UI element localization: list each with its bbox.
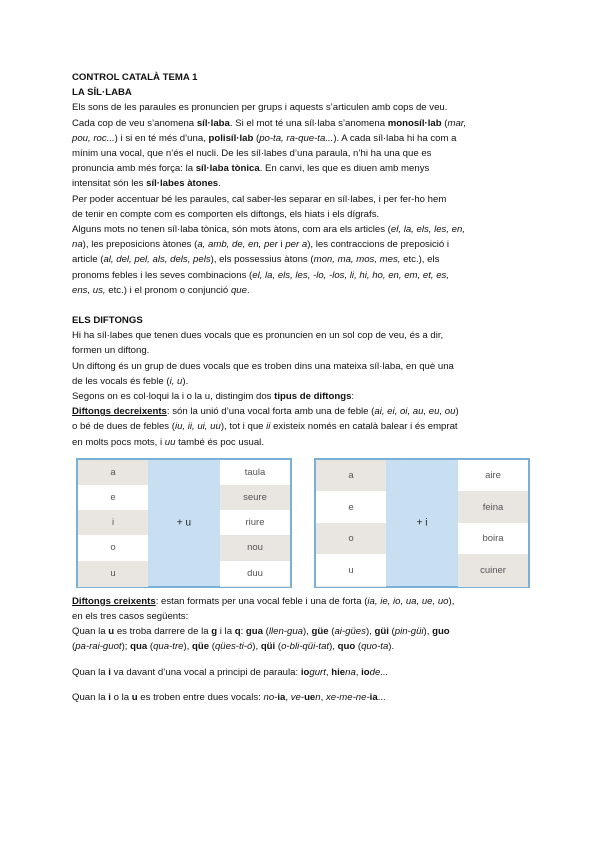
paragraph-entre-vocals bbox=[72, 690, 534, 705]
text-run: xe-me-ne- bbox=[325, 691, 370, 703]
vowel-cell: i bbox=[78, 510, 148, 536]
text-run: : bbox=[351, 391, 355, 403]
vowel-cell: a bbox=[78, 460, 148, 486]
text-run: Quan la bbox=[72, 626, 109, 638]
text-line bbox=[72, 359, 534, 374]
text-run: ( bbox=[209, 641, 215, 653]
text-run: Diftongs decreixents bbox=[72, 406, 167, 418]
section-title-sillaba: LA SÍL·LABA bbox=[72, 87, 132, 99]
text-run: ai, ei, oi, au, eu, ou bbox=[374, 406, 456, 418]
text-run: ve- bbox=[290, 691, 305, 703]
section-sillaba-body bbox=[72, 100, 534, 298]
text-run: ( bbox=[262, 626, 269, 638]
text-run: po-ta, ra-que-ta... bbox=[259, 132, 334, 144]
text-run: a, amb, de, en, per bbox=[197, 239, 278, 251]
text-line bbox=[72, 624, 534, 639]
text-run: qües-ti-ó bbox=[214, 641, 253, 653]
vowel-cell: o bbox=[316, 523, 386, 556]
text-run: ( bbox=[355, 641, 362, 653]
text-run: ii bbox=[266, 421, 271, 433]
text-run: mínim una vocal, que n’és el nucli. De les síl·labes d’una paraula, n’hi ha una que es bbox=[72, 148, 432, 160]
text-run: mon, ma, mos, mes, bbox=[313, 254, 401, 266]
text-run: va davant d’una vocal a principi de paraula: bbox=[110, 666, 301, 678]
text-run: formen un diftong. bbox=[72, 345, 150, 357]
text-run: de les vocals és feble ( bbox=[72, 375, 170, 387]
text-line bbox=[72, 100, 534, 115]
text-run: per a bbox=[285, 239, 308, 251]
word-column bbox=[220, 460, 290, 586]
text-run: ( bbox=[72, 641, 76, 653]
text-run: ( bbox=[147, 641, 154, 653]
text-run: Alguns mots no tenen síl·laba tònica, són mots àtons, com ara els articles ( bbox=[72, 224, 391, 236]
text-line bbox=[72, 268, 534, 283]
text-run: ), bbox=[183, 641, 193, 653]
text-run: de tenir en compte com es comporten els diftongs, els hiats i els dígrafs. bbox=[72, 208, 380, 220]
text-line bbox=[72, 419, 534, 434]
text-run: o bé de dues de febles ( bbox=[72, 421, 175, 433]
text-run: Quan la bbox=[72, 691, 109, 703]
text-run: ). A cada síl·laba hi ha com a bbox=[333, 132, 457, 144]
text-run: tipus de diftongs bbox=[274, 391, 352, 403]
text-run: etc.) i el pronom o conjunció bbox=[105, 284, 231, 296]
text-run: Segons on es col·loqui la i o la u, distingim dos bbox=[72, 391, 275, 403]
text-run: mar, bbox=[447, 117, 467, 129]
text-run: al, del, pel, als, dels, pels bbox=[103, 254, 211, 266]
text-run: en molts pocs mots, i bbox=[72, 436, 165, 448]
text-line bbox=[72, 237, 534, 252]
text-line bbox=[72, 594, 534, 609]
text-run: , bbox=[325, 666, 332, 678]
text-run: i la bbox=[217, 626, 235, 638]
vowel-cell: o bbox=[78, 535, 148, 561]
text-run: güe bbox=[311, 626, 329, 638]
word-cell: boira bbox=[458, 523, 528, 556]
text-run: ). bbox=[388, 641, 395, 653]
word-cell: feina bbox=[458, 491, 528, 524]
text-run: i bbox=[108, 691, 111, 703]
text-run: . bbox=[246, 284, 250, 296]
paragraph-i-principi bbox=[72, 665, 534, 680]
vowel-column bbox=[78, 460, 148, 586]
word-cell: duu bbox=[220, 561, 290, 587]
word-cell: riure bbox=[220, 510, 290, 536]
text-run: ), bbox=[423, 626, 433, 638]
text-line bbox=[72, 161, 534, 176]
text-run: article ( bbox=[72, 254, 104, 266]
text-run: ( bbox=[253, 132, 260, 144]
table-decreixents-i bbox=[314, 458, 530, 588]
text-run: : estan formats per una vocal feble i una de forta ( bbox=[155, 595, 368, 607]
text-run: : bbox=[240, 626, 246, 638]
text-run: . bbox=[218, 178, 221, 190]
document-page bbox=[72, 70, 534, 705]
text-run: o-bli-qüi-tat bbox=[281, 641, 330, 653]
text-run: i, u bbox=[169, 375, 183, 387]
text-run: qüi bbox=[260, 641, 276, 653]
text-run: ( bbox=[388, 626, 395, 638]
text-line bbox=[72, 283, 534, 298]
text-run: ) bbox=[455, 406, 459, 418]
text-run: pa-rai-guot bbox=[75, 641, 122, 653]
text-run: : són la unió d’una vocal forta amb una de feble ( bbox=[166, 406, 375, 418]
text-run: , bbox=[285, 691, 291, 703]
text-run: que bbox=[230, 284, 247, 296]
word-cell: nou bbox=[220, 535, 290, 561]
text-line bbox=[72, 252, 534, 267]
text-run: u bbox=[131, 691, 138, 703]
text-run: i bbox=[108, 666, 111, 678]
text-run: el, la, els, les, -lo, -los, li, hi, ho, en, em, et, es, bbox=[252, 269, 449, 281]
text-run: qua-tre bbox=[153, 641, 184, 653]
text-run: Per poder accentuar bé les paraules, cal saber-les separar en síl·labes, i per fer-ho hem bbox=[72, 193, 447, 205]
word-cell: cuiner bbox=[458, 554, 528, 587]
text-run: ), tot i que bbox=[220, 421, 267, 433]
text-line bbox=[72, 131, 534, 146]
text-run: na bbox=[345, 666, 356, 678]
text-line bbox=[72, 404, 534, 419]
text-run: ... bbox=[377, 691, 386, 703]
vowel-cell: a bbox=[316, 460, 386, 493]
text-run: síl·laba tònica bbox=[195, 163, 260, 175]
vowel-cell: u bbox=[316, 554, 386, 587]
text-run: ), bbox=[252, 641, 261, 653]
text-run: qüe bbox=[192, 641, 210, 653]
text-run: ( bbox=[275, 641, 282, 653]
text-run: també és poc usual. bbox=[175, 436, 264, 448]
text-run: ), els possessius àtons ( bbox=[210, 254, 314, 266]
text-run: u bbox=[108, 626, 115, 638]
text-run: gurt bbox=[309, 666, 326, 678]
text-run: ), les contraccions de preposició i bbox=[307, 239, 450, 251]
text-run: n bbox=[315, 691, 321, 703]
text-run: . Si el mot té una síl·laba s’anomena bbox=[229, 117, 388, 129]
text-run: ai-gües bbox=[334, 626, 366, 638]
word-cell: taula bbox=[220, 460, 290, 486]
text-run: llen-gua bbox=[268, 626, 303, 638]
join-label: + i bbox=[416, 517, 428, 529]
text-run: ( bbox=[441, 117, 448, 129]
text-run: ens, us, bbox=[72, 284, 106, 296]
word-cell: aire bbox=[458, 460, 528, 493]
text-run: na bbox=[72, 239, 83, 251]
text-run: es troba darrere de la bbox=[114, 626, 212, 638]
text-run: o la bbox=[110, 691, 132, 703]
text-run: el, la, els, les, en, bbox=[390, 224, 466, 236]
text-run: existeix només en català balear i és emprat bbox=[270, 421, 458, 433]
text-run: pou, roc... bbox=[72, 132, 115, 144]
table-decreixents-u bbox=[76, 458, 292, 588]
text-run: ); bbox=[121, 641, 131, 653]
text-run: Cada cop de veu s’anomena bbox=[72, 117, 197, 129]
text-run: uu bbox=[164, 436, 176, 448]
join-label: + u bbox=[176, 517, 192, 529]
text-line bbox=[72, 435, 534, 450]
word-cell: seure bbox=[220, 485, 290, 511]
text-run: ), bbox=[329, 641, 338, 653]
section-diftongs-body bbox=[72, 328, 534, 450]
diphthong-tables bbox=[72, 458, 534, 588]
text-line bbox=[72, 176, 534, 191]
text-run: iu, ii, ui, uu bbox=[174, 421, 221, 433]
text-line bbox=[72, 389, 534, 404]
text-run: hie bbox=[331, 666, 346, 678]
join-column bbox=[148, 460, 220, 586]
text-line bbox=[72, 374, 534, 389]
text-run: ), bbox=[365, 626, 375, 638]
text-run: qua bbox=[130, 641, 148, 653]
section-title-diftongs: ELS DIFTONGS bbox=[72, 315, 143, 327]
text-run: ). bbox=[182, 375, 189, 387]
text-line bbox=[72, 609, 534, 624]
text-run: ), bbox=[448, 595, 455, 607]
text-line bbox=[72, 222, 534, 237]
text-run: Diftongs creixents bbox=[72, 595, 156, 607]
text-run: güi bbox=[374, 626, 389, 638]
text-line bbox=[72, 207, 534, 222]
text-line bbox=[72, 690, 534, 705]
text-run: quo bbox=[337, 641, 356, 653]
vowel-cell: e bbox=[316, 491, 386, 524]
join-column bbox=[386, 460, 458, 586]
text-line bbox=[72, 639, 534, 654]
text-line bbox=[72, 116, 534, 131]
text-run: Quan la bbox=[72, 666, 109, 678]
vowel-cell: e bbox=[78, 485, 148, 511]
text-run: ), bbox=[303, 626, 312, 638]
text-run: ), les preposicions àtones ( bbox=[82, 239, 198, 251]
text-run: ue bbox=[304, 691, 316, 703]
text-line bbox=[72, 146, 534, 161]
vowel-cell: u bbox=[78, 561, 148, 587]
text-run: guo bbox=[432, 626, 450, 638]
text-run: pin-güi bbox=[394, 626, 424, 638]
document-title: CONTROL CATALÀ TEMA 1 bbox=[72, 72, 198, 83]
text-run: Un diftong és un grup de dues vocals que es troben dins una mateixa síl·laba, en què una bbox=[72, 360, 454, 372]
text-run: , bbox=[320, 691, 326, 703]
text-run: monosíl·lab bbox=[387, 117, 442, 129]
text-run: Hi ha síl·labes que tenen dues vocals que es pronuncien en un sol cop de veu, és a dir, bbox=[72, 330, 444, 342]
text-run: i bbox=[277, 239, 286, 251]
text-run: etc.), els bbox=[400, 254, 440, 266]
word-column bbox=[458, 460, 528, 586]
text-line bbox=[72, 328, 534, 343]
text-run: . En canvi, les que es diuen amb menys bbox=[259, 163, 430, 175]
text-run: ia bbox=[369, 691, 378, 703]
text-run: es troben entre dues vocals: bbox=[137, 691, 264, 703]
text-run: io bbox=[300, 666, 310, 678]
text-run: pronoms febles i les seves combinacions ( bbox=[72, 269, 253, 281]
text-run: polisíl·lab bbox=[208, 132, 254, 144]
text-run: quo-ta bbox=[361, 641, 389, 653]
text-line bbox=[72, 192, 534, 207]
section-creixents-body bbox=[72, 594, 534, 655]
text-run: io bbox=[361, 666, 370, 678]
text-run: pronuncia amb més força: la bbox=[72, 163, 196, 175]
text-run: intensitat són les bbox=[72, 178, 147, 190]
text-run: Els sons de les paraules es pronuncien per grups i aquests s’articulen amb cops de veu. bbox=[72, 102, 448, 114]
text-run: de... bbox=[369, 666, 389, 678]
text-run: , bbox=[355, 666, 362, 678]
text-run: ) i si en té més d’una, bbox=[114, 132, 209, 144]
text-line bbox=[72, 665, 534, 680]
text-run: ia, ie, io, ua, ue, uo bbox=[367, 595, 449, 607]
text-run: q bbox=[234, 626, 241, 638]
text-run: en els tres casos següents: bbox=[72, 611, 189, 623]
text-line bbox=[72, 343, 534, 358]
text-run: ( bbox=[328, 626, 335, 638]
text-run: no- bbox=[263, 691, 278, 703]
text-run: síl·laba bbox=[196, 117, 230, 129]
text-run: g bbox=[211, 626, 218, 638]
text-run: ia bbox=[277, 691, 286, 703]
text-run: gua bbox=[245, 626, 263, 638]
text-run: síl·labes àtones bbox=[146, 178, 219, 190]
vowel-column bbox=[316, 460, 386, 586]
